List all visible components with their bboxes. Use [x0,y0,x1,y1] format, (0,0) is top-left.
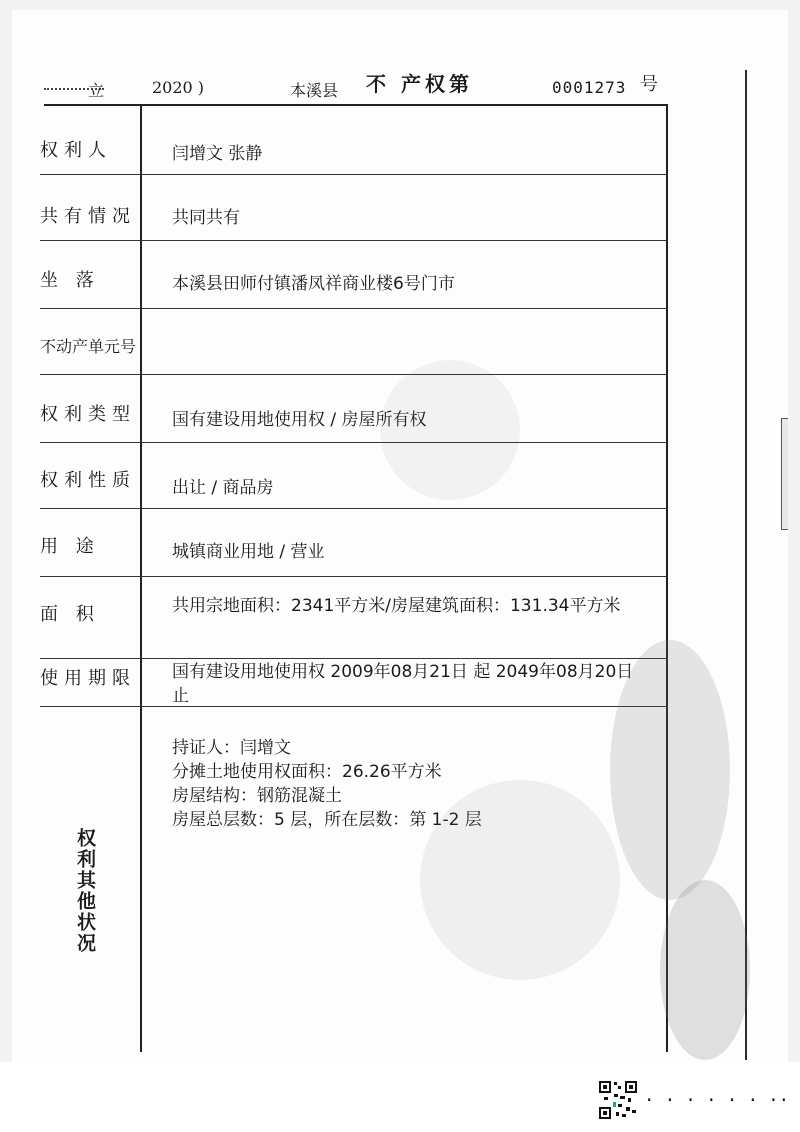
scan-smudge [660,880,750,1060]
field-label-unit-number: 不动产单元号 [40,337,137,356]
row-rule [40,658,668,659]
other-rights-line: 房屋总层数：5 层，所在层数：第 1-2 层 [172,810,482,830]
field-label-rights-nature: 权利性质 [40,470,136,491]
row-rule [40,240,668,241]
field-value-area: 共用宗地面积：2341平方米/房屋建筑面积：131.34平方米 [172,596,621,616]
page-edge-line [745,70,747,1060]
header-cert-number: 0001273 [552,78,627,97]
field-label-other-rights: 权利其他状况 [74,828,96,954]
field-label-location: 坐 落 [40,270,100,291]
scan-smudge [420,780,620,980]
other-rights-line: 房屋结构：钢筋混凝土 [172,786,342,806]
scan-smudge [610,640,730,900]
row-rule [40,442,668,443]
other-rights-line: 分摊土地使用权面积：26.26平方米 [172,762,442,782]
row-rule [40,374,668,375]
header-prefix-char: 立 [88,81,105,100]
field-label-term: 使用期限 [40,668,136,689]
row-rule [40,576,668,577]
header-cert-suffix: 号 [640,74,658,95]
field-value-rights-holder: 闫增文 张静 [172,144,263,164]
field-label-rights-type: 权利类型 [40,404,136,425]
other-rights-line: 持证人：闫增文 [172,738,291,758]
certificate-header [0,58,700,108]
row-rule [40,508,668,509]
field-value-usage: 城镇商业用地 / 营业 [172,542,325,562]
header-county: 本溪县 [290,81,339,100]
row-rule [40,308,668,309]
field-value-location: 本溪县田师付镇潘凤祥商业楼6号门市 [172,274,455,294]
row-rule [40,174,668,175]
table-divider-left [140,106,142,1052]
field-label-co-ownership: 共有情况 [40,206,136,227]
field-value-co-ownership: 共同共有 [172,208,240,228]
qr-code-icon[interactable] [598,1080,638,1120]
page-edge-tab [781,418,788,530]
field-label-rights-holder: 权利人 [40,140,112,161]
field-value-rights-nature: 出让 / 商品房 [172,478,274,498]
field-value-rights-type: 国有建设用地使用权 / 房屋所有权 [172,410,427,430]
scan-smudge [380,360,520,500]
field-label-area: 面 积 [40,604,100,625]
header-year: 2020 ) [152,78,205,97]
field-label-usage: 用 途 [40,536,100,557]
table-divider-right [666,106,668,1052]
field-value-term: 国有建设用地使用权 2009年08月21日 起 2049年08月20日 止 [172,662,634,706]
header-cert-title: 不 产权第 [366,72,473,96]
footer-dots: · · · · · · ·· [646,1088,792,1112]
